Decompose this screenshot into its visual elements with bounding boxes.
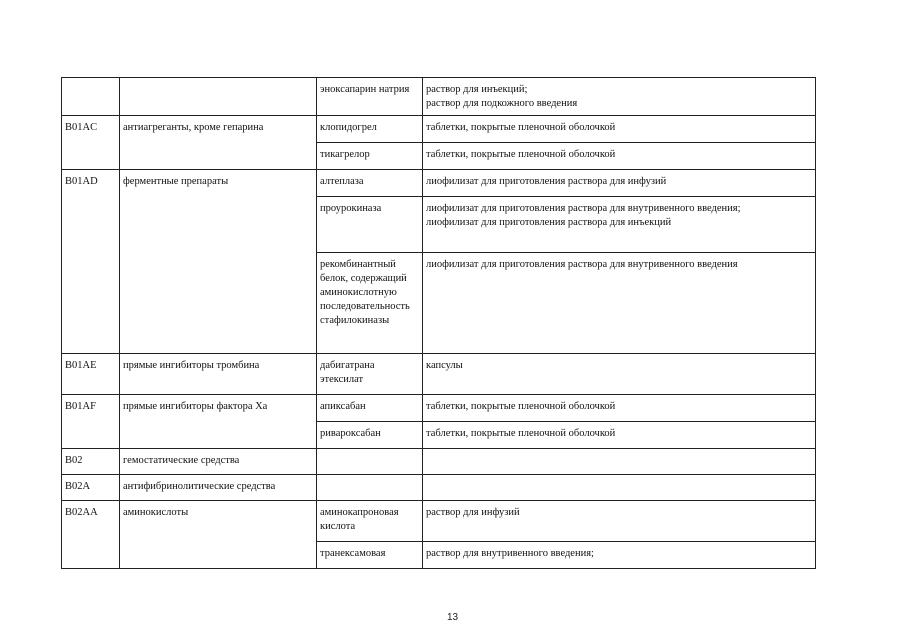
dosage-form-cell: [423, 542, 816, 569]
dosage-form-line: таблетки, покрытые пленочной оболочкой: [426, 149, 616, 160]
group-name-cell: прямые ингибиторы тромбина: [120, 354, 317, 395]
dosage-form-cell: [423, 475, 816, 501]
drug-name-cell: клопидогрел: [317, 116, 423, 143]
dosage-form-cell: [423, 78, 816, 116]
atc-code-cell: B01AD: [62, 170, 120, 354]
drug-name-cell: тикагрелор: [317, 143, 423, 170]
drug-name-cell: [317, 449, 423, 475]
dosage-form-line: раствор для внутривенного введения;: [426, 548, 594, 559]
table-row: [62, 501, 816, 542]
dosage-form-line: раствор для инфузий: [426, 507, 520, 518]
drug-name-cell: [317, 475, 423, 501]
dosage-form-line: капсулы: [426, 360, 463, 371]
drug-name-cell: эноксапарин натрия: [317, 78, 423, 116]
group-name-cell: гемостатические средства: [120, 449, 317, 475]
drug-name-cell: апиксабан: [317, 395, 423, 422]
dosage-form-cell: [423, 143, 816, 170]
atc-code-cell: B01AC: [62, 116, 120, 170]
page-number: 13: [446, 612, 459, 623]
table-row: [62, 449, 816, 475]
drug-name-cell: дабигатрана этексилат: [317, 354, 423, 395]
dosage-form-line: лиофилизат для приготовления раствора для внутривенного введения: [426, 259, 738, 270]
group-name-cell: аминокислоты: [120, 501, 317, 569]
drug-table: [61, 77, 816, 569]
dosage-form-line: таблетки, покрытые пленочной оболочкой: [426, 401, 616, 412]
dosage-form-line: таблетки, покрытые пленочной оболочкой: [426, 122, 616, 133]
group-name-cell: антиагреганты, кроме гепарина: [120, 116, 317, 170]
dosage-form-cell: [423, 501, 816, 542]
drug-name-cell: рекомбинантный белок, содержащий аминокислотную последовательность стафилокиназы: [317, 253, 423, 354]
dosage-form-line: лиофилизат для приготовления раствора для внутривенного введения;: [426, 203, 741, 214]
table-row: [62, 475, 816, 501]
dosage-form-line: раствор для подкожного введения: [426, 98, 578, 109]
table-row: [62, 354, 816, 395]
drug-name-cell: аминокапроновая кислота: [317, 501, 423, 542]
group-name-cell: [120, 78, 317, 116]
atc-code-cell: B01AF: [62, 395, 120, 449]
table-row: [62, 78, 816, 116]
dosage-form-line: раствор для инъекций;: [426, 84, 528, 95]
dosage-form-cell: [423, 395, 816, 422]
dosage-form-cell: [423, 354, 816, 395]
group-name-cell: прямые ингибиторы фактора Xa: [120, 395, 317, 449]
dosage-form-cell: [423, 253, 816, 354]
atc-code-cell: B02AA: [62, 501, 120, 569]
dosage-form-line: лиофилизат для приготовления раствора для инъекций: [426, 217, 672, 228]
table-row: [62, 116, 816, 143]
atc-code-cell: B02: [62, 449, 120, 475]
atc-code-cell: B02A: [62, 475, 120, 501]
drug-name-cell: алтеплаза: [317, 170, 423, 197]
atc-code-cell: B01AE: [62, 354, 120, 395]
atc-code-cell: [62, 78, 120, 116]
dosage-form-cell: [423, 197, 816, 253]
dosage-form-cell: [423, 116, 816, 143]
drug-name-cell: ривароксабан: [317, 422, 423, 449]
table-row: [62, 395, 816, 422]
drug-name-cell: транексамовая: [317, 542, 423, 569]
group-name-cell: антифибринолитические средства: [120, 475, 317, 501]
table-row: [62, 170, 816, 197]
dosage-form-line: лиофилизат для приготовления раствора для инфузий: [426, 176, 667, 187]
dosage-form-cell: [423, 170, 816, 197]
dosage-form-line: таблетки, покрытые пленочной оболочкой: [426, 428, 616, 439]
group-name-cell: ферментные препараты: [120, 170, 317, 354]
dosage-form-cell: [423, 422, 816, 449]
drug-name-cell: проурокиназа: [317, 197, 423, 253]
dosage-form-cell: [423, 449, 816, 475]
